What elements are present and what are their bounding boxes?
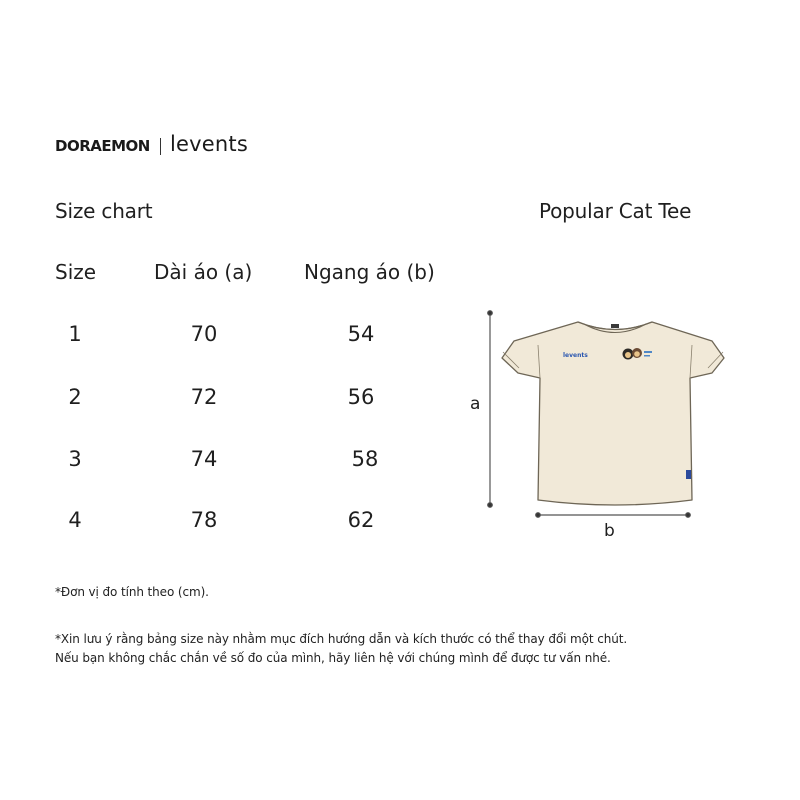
row-2-size: 2 <box>68 385 82 409</box>
hem-tab <box>686 470 691 479</box>
size-chart-title: Size chart <box>55 199 153 223</box>
dimension-a-arrow <box>488 311 493 508</box>
row-2-length: 72 <box>190 385 218 409</box>
dimension-a-label: a <box>470 394 481 414</box>
header-length: Dài áo (a) <box>154 260 253 284</box>
header-size: Size <box>55 260 97 284</box>
doraemon-logo-text: DORAEMON <box>55 137 150 155</box>
row-3-length: 74 <box>190 447 218 471</box>
row-1-width: 54 <box>347 322 375 346</box>
row-3-size: 3 <box>68 447 82 471</box>
disclaimer-line-2: Nếu bạn không chắc chắn về số đo của mình, hãy liên hệ với chúng mình để được tư vấn nhé. <box>55 651 611 665</box>
row-4-width: 62 <box>347 508 375 532</box>
unit-note: *Đơn vị đo tính theo (cm). <box>55 585 209 599</box>
row-1-size: 1 <box>68 322 82 346</box>
product-name: Popular Cat Tee <box>539 199 692 223</box>
row-1-length: 70 <box>190 322 218 346</box>
header-width: Ngang áo (b) <box>304 260 435 284</box>
disclaimer-line-1: *Xin lưu ý rằng bảng size này nhằm mục đích hướng dẫn và kích thước có thể thay đổi một chút. <box>55 632 628 646</box>
levents-logo: levents <box>170 132 248 156</box>
dimension-b-arrow <box>536 513 691 518</box>
row-3-width: 58 <box>351 447 379 471</box>
row-4-length: 78 <box>190 508 218 532</box>
neck-tag <box>611 324 619 328</box>
dimension-b-label: b <box>604 521 615 541</box>
row-4-size: 4 <box>68 508 82 532</box>
row-2-width: 56 <box>347 385 375 409</box>
chest-print-text: levents <box>563 352 588 359</box>
